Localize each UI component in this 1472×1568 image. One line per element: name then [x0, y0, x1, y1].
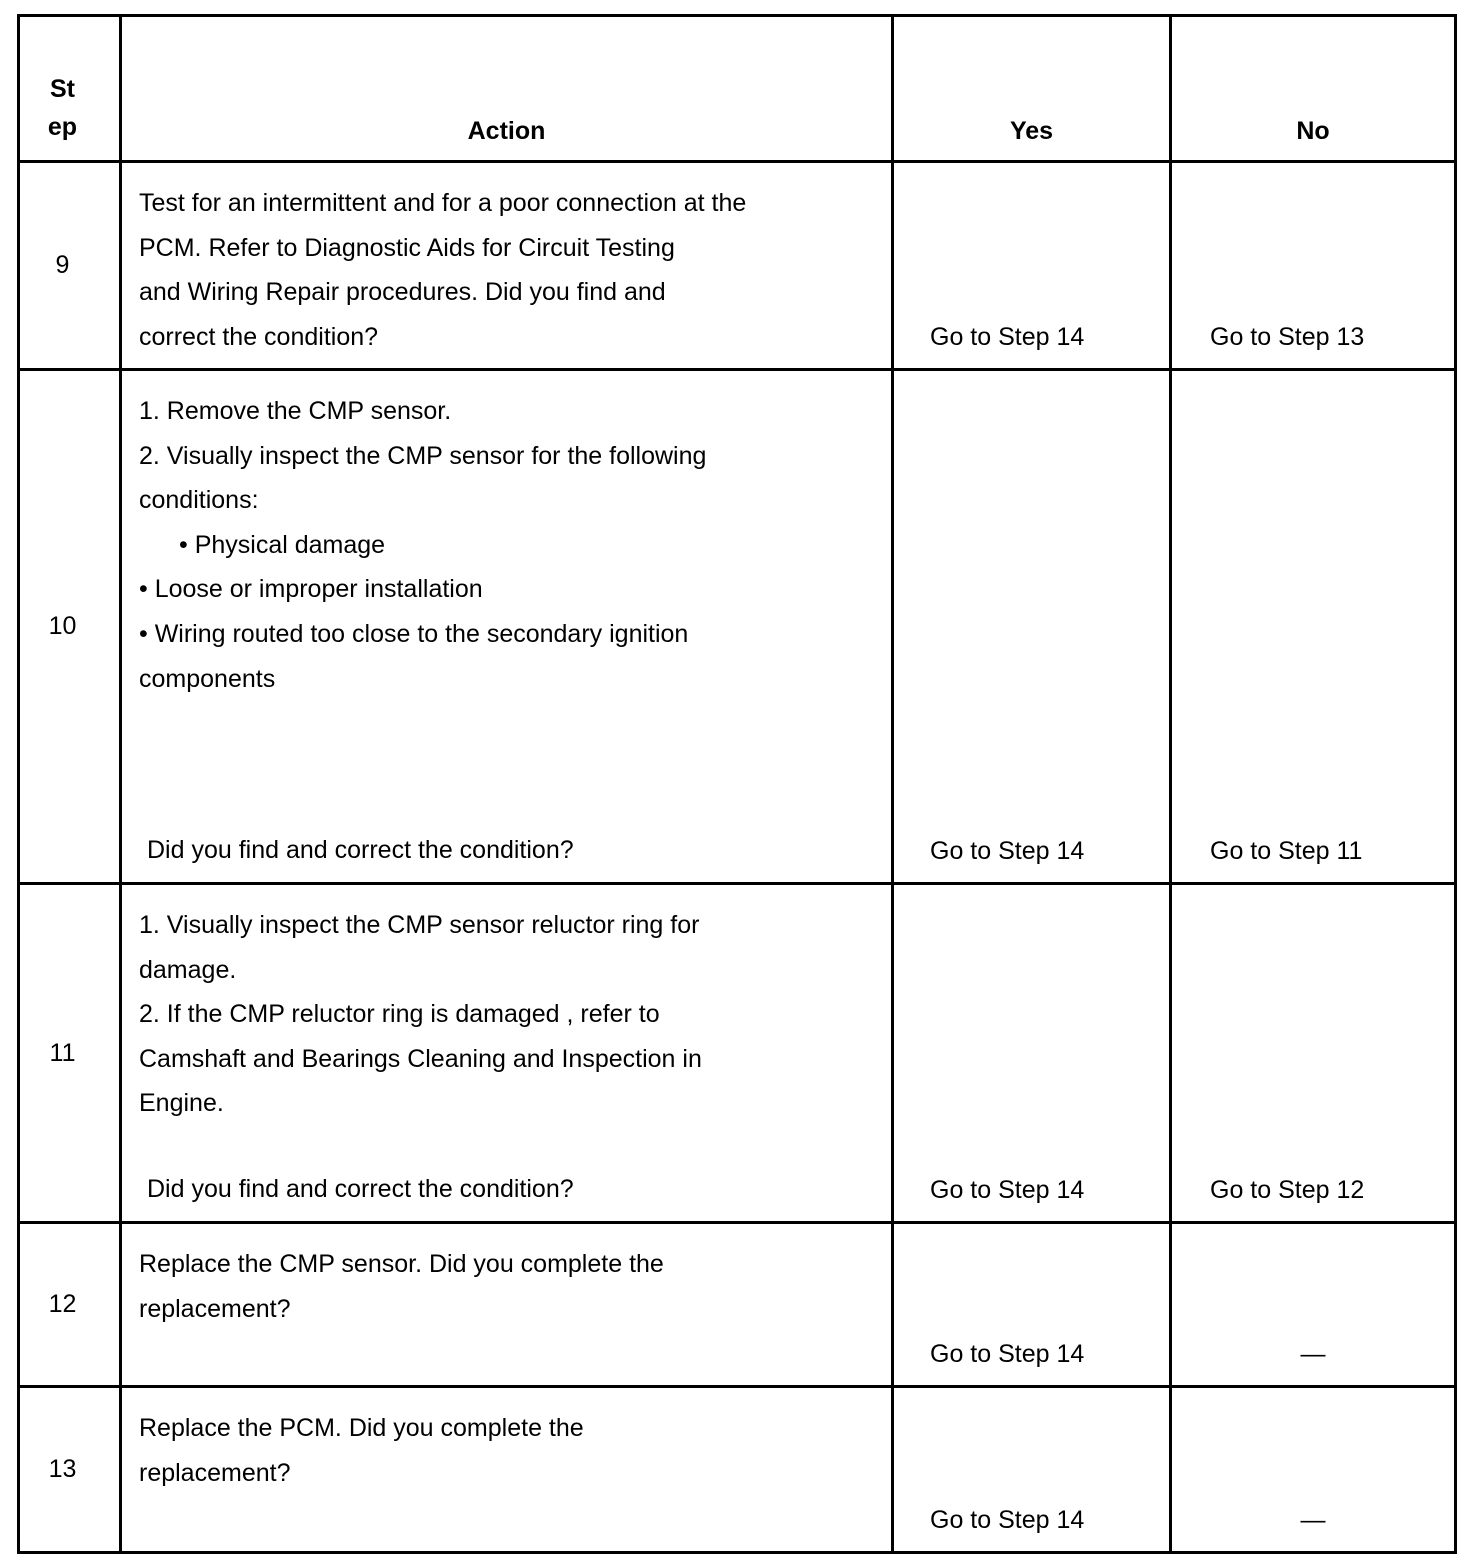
yes-cell: Go to Step 14 [893, 884, 1171, 1223]
action-line: Test for an intermittent and for a poor connection at the [139, 189, 747, 217]
no-cell: Go to Step 13 [1171, 162, 1456, 370]
action-line: correct the condition? [139, 322, 379, 351]
yes-cell: Go to Step 14 [893, 370, 1171, 884]
header-no: No [1171, 16, 1456, 162]
action-line: Camshaft and Bearings Cleaning and Inspection in [139, 1044, 702, 1073]
action-line: conditions: [139, 486, 259, 515]
action-cell [121, 1387, 893, 1553]
action-line: and Wiring Repair procedures. Did you find and [139, 278, 666, 307]
table-row-step-13 [19, 1387, 1456, 1553]
action-line: damage. [139, 955, 237, 984]
yes-cell: Go to Step 14 [893, 1387, 1171, 1553]
header-action: Action [121, 16, 893, 162]
action-line: components [139, 664, 276, 693]
table-row-step-11 [19, 884, 1456, 1223]
action-line: 2. Visually inspect the CMP sensor for the following [139, 441, 707, 470]
step-number: 10 [19, 370, 121, 884]
diagnostic-steps-table [17, 14, 1457, 1554]
step-number: 12 [19, 1223, 121, 1387]
no-cell: Go to Step 12 [1171, 884, 1456, 1223]
yes-cell: Go to Step 14 [893, 162, 1171, 370]
action-line: Replace the PCM. Did you complete the [139, 1414, 584, 1442]
action-question: Did you find and correct the condition? [147, 836, 574, 865]
yes-cell: Go to Step 14 [893, 1223, 1171, 1387]
table-row-step-10 [19, 370, 1456, 884]
spacer [139, 701, 881, 828]
spacer [139, 1126, 881, 1167]
action-bullet: • Physical damage [179, 530, 386, 559]
action-line: 1. Remove the CMP sensor. [139, 397, 452, 425]
action-cell [121, 884, 893, 1223]
no-cell: — [1171, 1223, 1456, 1387]
action-line: replacement? [139, 1458, 291, 1487]
action-bullet: • Wiring routed too close to the secondary ignition [139, 619, 689, 648]
table-row-step-12 [19, 1223, 1456, 1387]
action-cell [121, 162, 893, 370]
no-cell: — [1171, 1387, 1456, 1553]
action-line: 1. Visually inspect the CMP sensor reluctor ring for [139, 911, 700, 939]
action-bullet: • Loose or improper installation [139, 575, 483, 604]
action-line: Replace the CMP sensor. Did you complete the [139, 1250, 664, 1278]
step-number: 13 [19, 1387, 121, 1553]
header-step-line1: St [50, 75, 75, 103]
step-number: 9 [19, 162, 121, 370]
header-yes: Yes [893, 16, 1171, 162]
no-cell: Go to Step 11 [1171, 370, 1456, 884]
header-step [19, 16, 121, 162]
action-question: Did you find and correct the condition? [147, 1174, 574, 1203]
header-step-line2: ep [47, 113, 78, 141]
action-line: Engine. [139, 1089, 224, 1118]
action-line: replacement? [139, 1294, 291, 1323]
action-cell [121, 1223, 893, 1387]
step-number: 11 [19, 884, 121, 1223]
table-row-step-9 [19, 162, 1456, 370]
table-header-row [19, 16, 1456, 162]
action-cell [121, 370, 893, 884]
action-line: 2. If the CMP reluctor ring is damaged , refer to [139, 1000, 660, 1029]
action-line: PCM. Refer to Diagnostic Aids for Circuit Testing [139, 233, 675, 262]
